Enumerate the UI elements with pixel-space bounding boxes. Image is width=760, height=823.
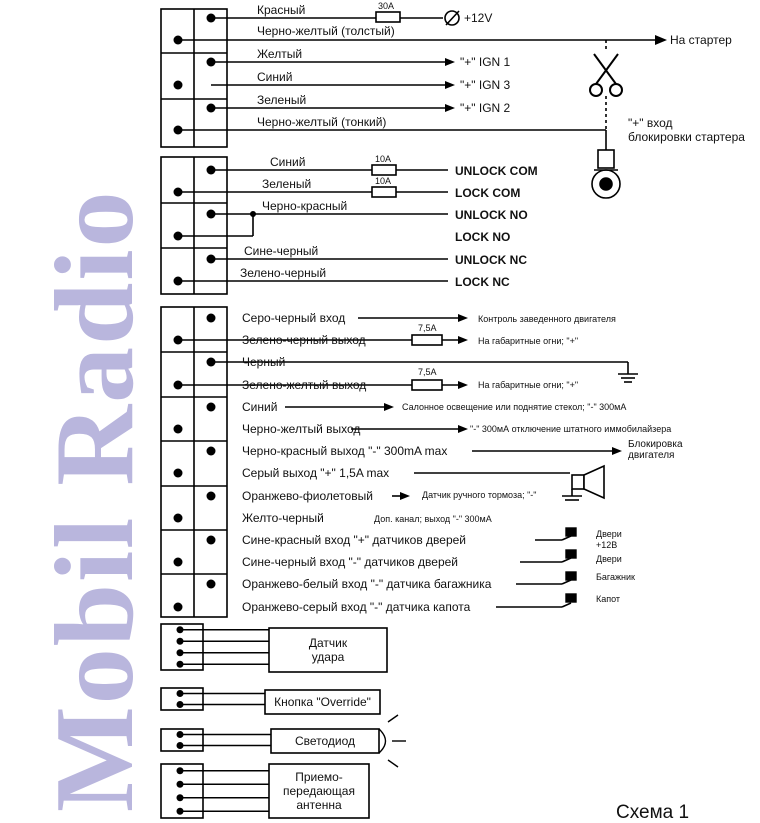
connector-pin: [174, 469, 183, 478]
connector-pin: [174, 81, 183, 90]
fuse: [412, 380, 442, 390]
module-4: [161, 764, 369, 818]
connector-pin: [207, 580, 216, 589]
arrow-head: [400, 492, 410, 500]
diagram-caption: Схема 1: [616, 802, 690, 823]
module-label: Светодиод: [294, 734, 356, 748]
wire-target: UNLOCK NO: [455, 208, 528, 222]
group-1-wiring: [178, 12, 655, 150]
wire-label: Оранжево-фиолетовый: [242, 489, 373, 503]
wire-label: Желтый: [257, 47, 303, 61]
wire-label: Черно-красный выход "-" 300mA max: [242, 444, 448, 458]
wire-target: "-" 300мА отключение штатного иммобилайзера: [470, 424, 672, 434]
wire-target: UNLOCK COM: [455, 164, 538, 178]
connector-pin: [207, 447, 216, 456]
wire-label: Синий: [242, 400, 278, 414]
wire-target: Двери: [596, 554, 622, 564]
led-icon: [379, 715, 406, 767]
scissors-icon: [590, 54, 622, 96]
wire-target: Двери +12В: [596, 529, 622, 550]
wire-target: +12V: [464, 11, 493, 25]
wire-label: Черно-желтый (толстый): [257, 24, 395, 38]
wire-target: Датчик ручного тормоза; "-": [422, 490, 537, 500]
wire-label: Синий: [257, 70, 293, 84]
ignition-key-icon: [592, 150, 620, 198]
wire-target: На габаритные огни; "+": [478, 336, 579, 346]
connector-pin: [174, 603, 183, 612]
wire-label: Зелено-черный выход: [242, 333, 366, 347]
ground-icon: [618, 364, 638, 382]
fuse-rating: 7,5A: [418, 367, 437, 377]
wire-label: Черно-красный: [262, 199, 348, 213]
wire-label: Черно-желтый выход: [242, 422, 361, 436]
arrow-head: [612, 447, 622, 455]
wire-target: Капот: [596, 594, 621, 604]
wire-label: Зелено-черный: [240, 266, 327, 280]
wire-target: LOCK COM: [455, 186, 521, 200]
wire-label: Серый выход "+" 1,5A max: [242, 466, 390, 480]
connector-group-3: [161, 307, 227, 617]
wire-label: Зелено-желтый выход: [242, 378, 367, 392]
wire-label: Желто-черный: [242, 511, 324, 525]
module-label: Кнопка "Override": [274, 695, 371, 709]
connector-group-2: [161, 157, 227, 294]
wire-label: Черно-желтый (тонкий): [257, 115, 387, 129]
connector-pin: [207, 403, 216, 412]
group-1-labels: [257, 1, 745, 144]
connector-group-1: [161, 9, 227, 147]
wire-target: Салонное освещение или поднятие стекол; "-" 300мА: [402, 402, 627, 412]
connector-pin: [174, 514, 183, 523]
arrow-head: [458, 425, 468, 433]
arrow-head: [384, 403, 394, 411]
wire-target: Блокировка двигателя: [628, 439, 683, 461]
wire-label: Сине-красный вход "+" датчиков дверей: [242, 533, 466, 547]
label-line: "+" вход: [628, 116, 673, 130]
fuse-symbol-icon: [445, 11, 459, 25]
fuse-rating: 30A: [378, 1, 395, 11]
wire-label: Красный: [257, 3, 306, 17]
wire-target: На стартер: [670, 33, 732, 47]
siren-icon: [562, 466, 604, 500]
wire-label: Синий: [270, 155, 306, 169]
wire-target: UNLOCK NC: [455, 253, 527, 267]
connector-pin: [207, 536, 216, 545]
wire-target: [628, 116, 745, 144]
modules: [161, 624, 406, 818]
wire-label: Зеленый: [262, 177, 312, 191]
connector-pin: [207, 314, 216, 323]
arrow-head: [458, 336, 468, 344]
wire-target: "+" IGN 3: [460, 78, 511, 92]
wire-target: LOCK NC: [455, 275, 510, 289]
arrow-head: [458, 381, 468, 389]
module-label: Приемо-передающая антенна: [283, 770, 355, 812]
module-label: Датчик удара: [308, 636, 348, 664]
group-3-labels: [242, 311, 683, 614]
watermark: Mobil Radio: [33, 189, 157, 812]
group-2-wiring: [178, 165, 448, 281]
fuse: [412, 335, 442, 345]
wire-label: Сине-черный вход "-" датчиков дверей: [242, 555, 458, 569]
connector-pin: [174, 425, 183, 434]
wire-target: Контроль заведенного двигателя: [478, 314, 616, 324]
module-2: [161, 688, 380, 714]
wire-target: Багажник: [596, 572, 635, 582]
wire-label: Сине-черный: [244, 244, 319, 258]
wire-target: Доп. канал; выход "-" 300мА: [374, 514, 492, 524]
wire-target: "+" IGN 1: [460, 55, 511, 69]
wire-target: На габаритные огни; "+": [478, 380, 579, 390]
wire-label: Оранжево-серый вход "-" датчика капота: [242, 600, 471, 614]
wire-target: LOCK NO: [455, 230, 511, 244]
door-switch-icons: [566, 528, 576, 602]
fuse-rating: 10A: [375, 176, 392, 186]
wire-label: Зеленый: [257, 93, 307, 107]
wire: [562, 603, 571, 607]
module-1: [161, 624, 387, 672]
junction-dot: [250, 211, 256, 217]
fuse-rating: 10A: [375, 154, 392, 164]
arrow-head: [458, 314, 468, 322]
module-3: [161, 729, 379, 753]
fuse-rating: 7,5A: [418, 323, 437, 333]
connector-pin: [207, 492, 216, 501]
wire-label: Серо-черный вход: [242, 311, 346, 325]
wire-target: "+" IGN 2: [460, 101, 511, 115]
wire-label: Черный: [242, 355, 286, 369]
label-line: блокировки стартера: [628, 130, 745, 144]
connector-pin: [174, 558, 183, 567]
fuse-labels-group-3: [418, 323, 437, 377]
wire-label: Оранжево-белый вход "-" датчика багажника: [242, 577, 492, 591]
